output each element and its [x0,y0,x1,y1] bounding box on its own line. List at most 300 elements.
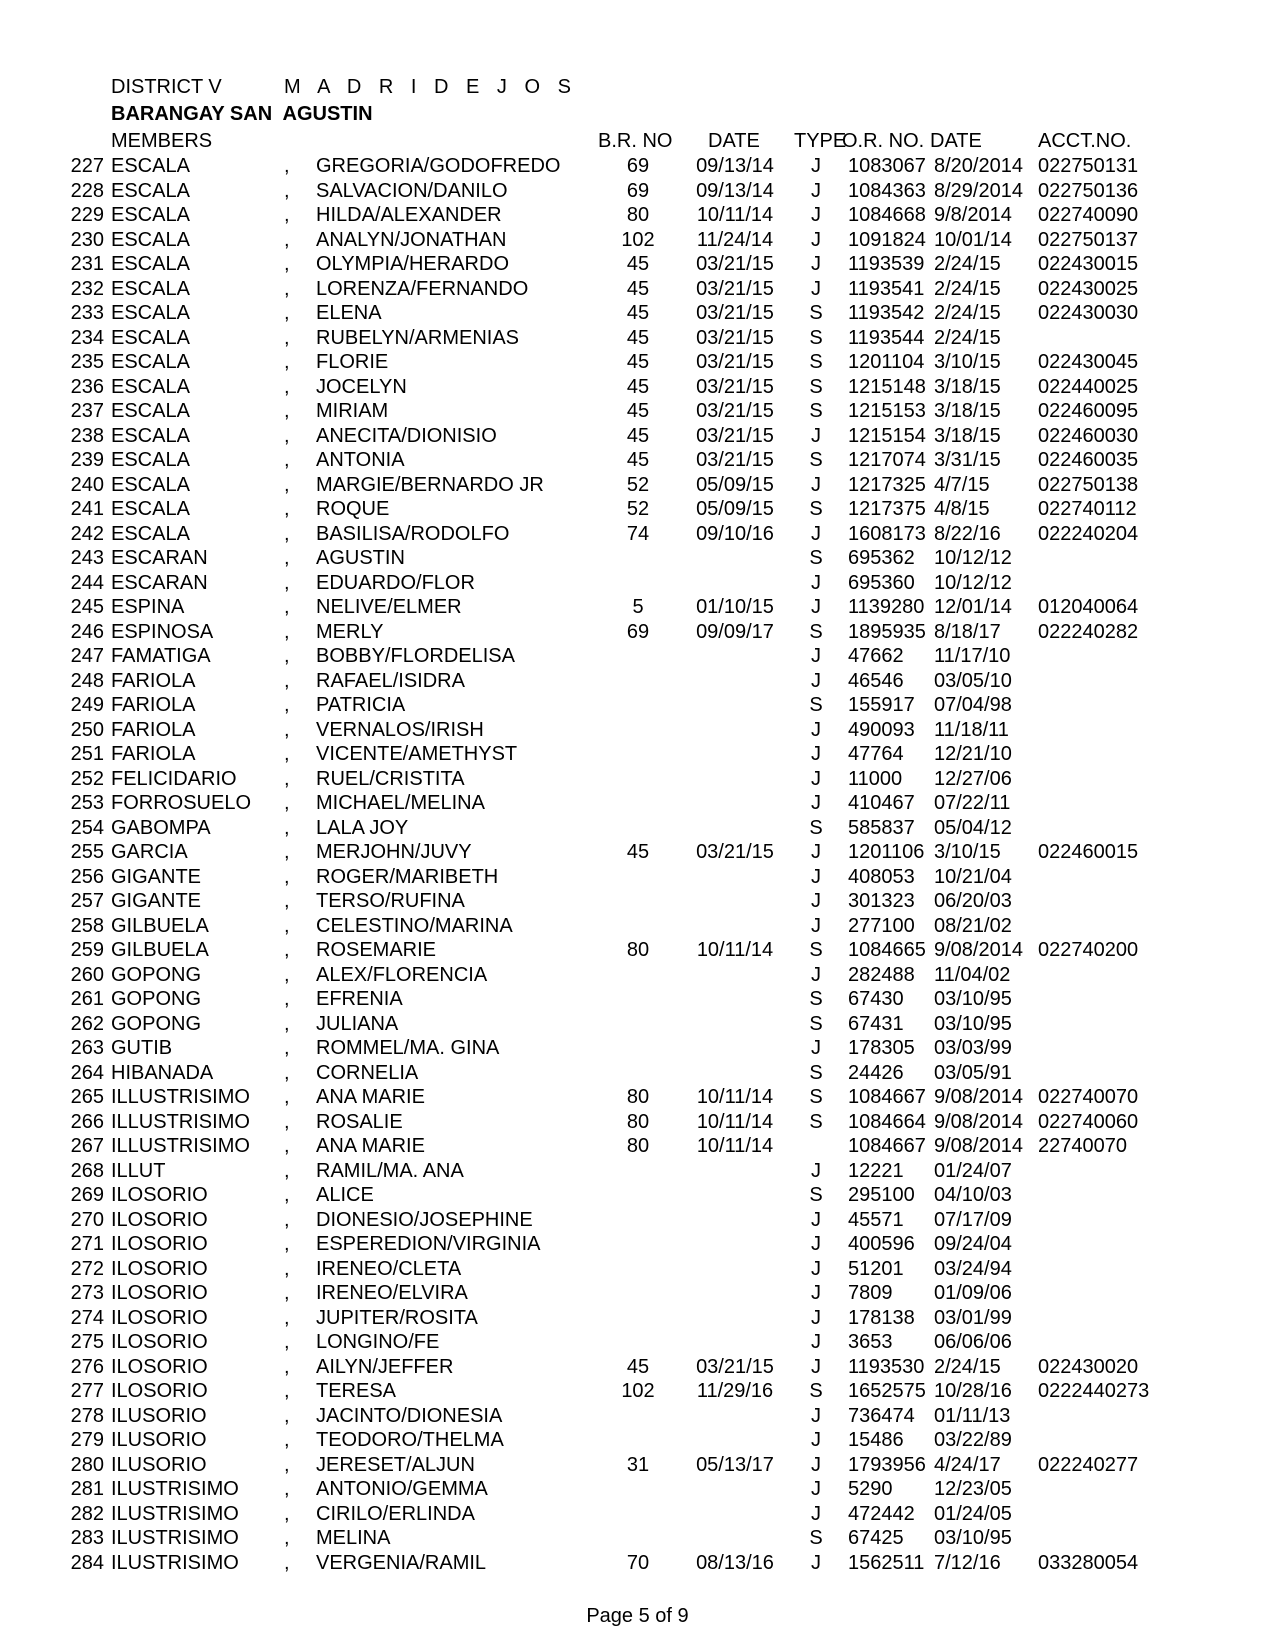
br-no: 102 [621,1380,655,1402]
or-date: 10/28/16 [934,1380,1012,1402]
first-names: VERGENIA/RAMIL [316,1551,487,1574]
or-no: 45571 [848,1208,904,1231]
row-number: 280 [70,1453,104,1476]
or-no: 1084665 [848,939,926,961]
name-separator: , [284,890,290,912]
br-date: 08/13/16 [696,1551,774,1574]
last-name: FELICIDARIO [111,767,237,790]
row-number: 253 [70,792,104,814]
or-no: 1193542 [848,302,925,324]
last-name: ESCARAN [111,571,208,594]
member-type: J [811,204,821,226]
member-type: J [811,1233,821,1255]
or-date: 11/04/02 [934,963,1011,986]
row-number: 231 [70,253,104,275]
last-name: GILBUELA [111,939,209,961]
row-number: 270 [70,1208,104,1231]
first-names: RUEL/CRISTITA [316,767,465,790]
br-no: 52 [626,498,650,520]
table-row [0,914,1275,939]
table-row [0,1232,1275,1257]
br-date: 03/21/15 [696,400,774,422]
acct-no: 022430020 [1038,1355,1139,1378]
first-names: PATRICIA [316,694,406,716]
last-name: ILLUT [111,1159,166,1182]
or-date: 01/24/05 [934,1502,1012,1525]
or-date: 9/08/2014 [934,1135,1023,1157]
table-row [0,399,1275,424]
row-number: 249 [70,694,104,716]
row-number: 251 [70,743,104,765]
name-separator: , [284,1086,290,1108]
row-number: 232 [70,277,104,300]
or-no: 7809 [848,1282,893,1304]
or-no: 408053 [848,865,915,888]
last-name: ILOSORIO [111,1331,208,1353]
or-date: 12/27/06 [934,767,1012,790]
or-no: 1562511 [848,1551,925,1574]
acct-no: 022240282 [1038,620,1139,643]
col-header-br-no: B.R. NO [598,130,673,152]
or-no: 67425 [848,1527,904,1549]
acct-no: 022460030 [1038,424,1139,447]
or-date: 03/22/89 [934,1429,1012,1451]
first-names: TERSO/RUFINA [316,890,465,912]
member-type: J [811,1551,821,1574]
row-number: 260 [70,963,104,986]
name-separator: , [284,1110,290,1133]
last-name: ESCALA [111,375,190,398]
row-number: 242 [70,522,104,545]
last-name: ESCALA [111,400,190,422]
table-row [0,228,1275,253]
or-date: 3/10/15 [934,841,1001,863]
name-separator: , [284,792,290,814]
first-names: ANTONIA [316,449,405,471]
last-name: ESCALA [111,522,190,545]
member-type: J [811,914,821,937]
table-row [0,693,1275,718]
acct-no: 022740070 [1038,1086,1139,1108]
first-names: OLYMPIA/HERARDO [316,253,509,275]
or-no: 1215148 [848,375,926,398]
br-date: 11/24/14 [696,228,774,251]
br-no: 80 [626,939,650,961]
br-date: 09/13/14 [696,179,774,202]
first-names: ROQUE [316,498,390,520]
or-date: 03/05/10 [934,669,1012,692]
members-table [0,154,1275,1575]
last-name: ILOSORIO [111,1208,208,1231]
last-name: FORROSUELO [111,792,252,814]
name-separator: , [284,1306,290,1329]
member-type: S [809,816,823,839]
acct-no: 022740060 [1038,1110,1139,1133]
br-no: 45 [626,400,650,422]
member-type: J [811,1502,821,1525]
member-type: J [811,645,821,667]
last-name: ILLUSTRISIMO [111,1135,250,1157]
name-separator: , [284,1159,290,1182]
first-names: RUBELYN/ARMENIAS [316,326,520,349]
or-date: 7/12/16 [934,1551,1001,1574]
or-date: 03/05/91 [934,1061,1012,1084]
member-type: S [809,302,823,324]
last-name: ILLUSTRISIMO [111,1086,250,1108]
or-date: 07/17/09 [934,1208,1012,1231]
table-row [0,571,1275,596]
row-number: 283 [70,1527,104,1549]
last-name: ESCALA [111,302,190,324]
first-names: FLORIE [316,351,389,373]
table-row [0,497,1275,522]
first-names: CIRILO/ERLINDA [316,1502,475,1525]
or-no: 1793956 [848,1453,926,1476]
member-type: S [809,1086,823,1108]
or-no: 736474 [848,1404,915,1427]
table-row [0,1330,1275,1355]
or-no: 472442 [848,1502,915,1525]
or-no: 178138 [848,1306,915,1329]
last-name: FARIOLA [111,669,196,692]
first-names: IRENEO/ELVIRA [316,1282,468,1304]
or-no: 51201 [848,1257,904,1280]
last-name: GOPONG [111,963,202,986]
last-name: HIBANADA [111,1061,214,1084]
col-header-or-date: DATE [930,130,982,152]
table-row [0,1306,1275,1331]
br-no: 69 [626,620,650,643]
row-number: 250 [70,718,104,741]
row-number: 262 [70,1012,104,1035]
first-names: JACINTO/DIONESIA [316,1404,503,1427]
or-no: 1193530 [848,1355,925,1378]
member-type: J [811,1282,821,1304]
first-names: AILYN/JEFFER [316,1355,454,1378]
row-number: 247 [70,645,104,667]
acct-no: 022440025 [1038,375,1139,398]
br-no: 45 [626,1355,650,1378]
member-type: J [811,1257,821,1280]
row-number: 244 [70,571,104,594]
or-date: 03/24/94 [934,1257,1012,1280]
or-no: 585837 [848,816,915,839]
member-type: S [809,939,823,961]
table-row [0,718,1275,743]
name-separator: , [284,1429,290,1451]
or-no: 295100 [848,1184,915,1206]
name-separator: , [284,1208,290,1231]
br-no: 45 [626,375,650,398]
table-row [0,791,1275,816]
first-names: ELENA [316,302,382,324]
last-name: GUTIB [111,1037,173,1059]
last-name: ILOSORIO [111,1380,208,1402]
member-type: S [809,1012,823,1035]
member-type: J [811,228,821,251]
last-name: ESPINOSA [111,620,214,643]
or-no: 1084667 [848,1086,926,1108]
last-name: ILUSTRISIMO [111,1527,239,1549]
acct-no: 022750131 [1038,155,1139,177]
row-number: 240 [70,473,104,496]
member-type: J [811,253,821,275]
last-name: ESCALA [111,326,190,349]
or-no: 490093 [848,718,915,741]
row-number: 272 [70,1257,104,1280]
br-no: 102 [621,228,655,251]
br-date: 09/13/14 [696,155,774,177]
table-row [0,1453,1275,1478]
first-names: HILDA/ALEXANDER [316,204,502,226]
br-no: 45 [626,841,650,863]
br-date: 11/29/16 [696,1380,774,1402]
name-separator: , [284,939,290,961]
table-row [0,473,1275,498]
br-date: 03/21/15 [696,351,774,373]
acct-no: 022460095 [1038,400,1139,422]
name-separator: , [284,988,290,1010]
br-date: 03/21/15 [696,277,774,300]
first-names: LALA JOY [316,816,409,839]
row-number: 281 [70,1478,104,1500]
first-names: JUPITER/ROSITA [316,1306,478,1329]
name-separator: , [284,375,290,398]
table-row [0,1428,1275,1453]
or-no: 1652575 [848,1380,926,1402]
or-no: 46546 [848,669,904,692]
row-number: 269 [70,1184,104,1206]
first-names: BOBBY/FLORDELISA [316,645,515,667]
or-date: 12/01/14 [934,596,1012,618]
last-name: ILOSORIO [111,1355,208,1378]
row-number: 254 [70,816,104,839]
first-names: MICHAEL/MELINA [316,792,485,814]
row-number: 277 [70,1380,104,1402]
or-date: 01/09/06 [934,1282,1012,1304]
table-row [0,1134,1275,1159]
member-type: J [811,1331,821,1353]
name-separator: , [284,1331,290,1353]
table-row [0,1061,1275,1086]
last-name: FARIOLA [111,743,196,765]
or-no: 24426 [848,1061,904,1084]
row-number: 245 [70,596,104,618]
member-type: J [811,1453,821,1476]
or-date: 2/24/15 [934,253,1001,275]
member-type: J [811,1429,821,1451]
or-no: 1217375 [848,498,926,520]
first-names: TEODORO/THELMA [316,1429,504,1451]
or-no: 410467 [848,792,915,814]
or-no: 12221 [848,1159,904,1182]
first-names: EFRENIA [316,988,403,1010]
page-number: Page 5 of 9 [586,1605,689,1627]
acct-no: 022750138 [1038,473,1139,496]
acct-no: 022750136 [1038,179,1139,202]
or-date: 03/10/95 [934,1012,1012,1035]
acct-no: 22740070 [1038,1135,1127,1157]
name-separator: , [284,204,290,226]
or-no: 3653 [848,1331,893,1353]
row-number: 233 [70,302,104,324]
last-name: ESCALA [111,204,190,226]
br-no: 70 [626,1551,650,1574]
table-row [0,742,1275,767]
name-separator: , [284,841,290,863]
or-no: 155917 [848,694,915,716]
or-no: 1091824 [848,228,926,251]
acct-no: 022740112 [1038,498,1137,520]
member-type: S [809,988,823,1010]
first-names: ROGER/MARIBETH [316,865,499,888]
row-number: 267 [70,1135,104,1157]
name-separator: , [284,228,290,251]
row-number: 237 [70,400,104,422]
row-number: 257 [70,890,104,912]
or-date: 9/08/2014 [934,1086,1023,1108]
last-name: GIGANTE [111,865,202,888]
first-names: CORNELIA [316,1061,419,1084]
br-no: 45 [626,449,650,471]
br-date: 10/11/14 [696,1110,774,1133]
table-row [0,816,1275,841]
name-separator: , [284,1380,290,1402]
name-separator: , [284,1404,290,1427]
last-name: ESCALA [111,498,190,520]
name-separator: , [284,1233,290,1255]
or-date: 4/7/15 [934,473,990,496]
table-row [0,620,1275,645]
or-date: 06/06/06 [934,1331,1012,1353]
or-date: 09/24/04 [934,1233,1012,1255]
br-date: 03/21/15 [696,841,774,863]
acct-no: 033280054 [1038,1551,1139,1574]
name-separator: , [284,277,290,300]
last-name: ILOSORIO [111,1282,208,1304]
or-no: 1084668 [848,204,926,226]
br-no: 74 [626,522,650,545]
table-row [0,840,1275,865]
or-no: 1217074 [848,449,926,471]
table-row [0,179,1275,204]
member-type: J [811,1355,821,1378]
barangay-title: BARANGAY SAN AGUSTIN [111,103,373,125]
row-number: 256 [70,865,104,888]
table-row [0,1183,1275,1208]
row-number: 243 [70,547,104,569]
first-names: ESPEREDION/VIRGINIA [316,1233,541,1255]
br-date: 10/11/14 [696,1135,774,1157]
first-names: RAFAEL/ISIDRA [316,669,465,692]
or-no: 282488 [848,963,915,986]
member-type: S [809,351,823,373]
row-number: 239 [70,449,104,471]
member-type: S [809,498,823,520]
or-no: 400596 [848,1233,915,1255]
member-type: S [809,400,823,422]
or-date: 8/20/2014 [934,155,1023,177]
or-date: 10/01/14 [934,228,1012,251]
member-type: J [811,669,821,692]
first-names: JOCELYN [316,375,407,398]
member-type: S [809,694,823,716]
or-no: 178305 [848,1037,915,1059]
member-type: J [811,1037,821,1059]
or-date: 3/10/15 [934,351,1001,373]
last-name: ILUSTRISIMO [111,1478,239,1500]
last-name: FARIOLA [111,718,196,741]
or-date: 06/20/03 [934,890,1012,912]
last-name: GIGANTE [111,890,202,912]
table-row [0,669,1275,694]
first-names: ROSEMARIE [316,939,437,961]
br-date: 03/21/15 [696,449,774,471]
name-separator: , [284,571,290,594]
or-date: 07/22/11 [934,792,1011,814]
member-type: J [811,424,821,447]
or-date: 9/8/2014 [934,204,1012,226]
or-date: 01/11/13 [934,1404,1011,1427]
last-name: GARCIA [111,841,188,863]
row-number: 227 [70,155,104,177]
last-name: ESCALA [111,155,190,177]
col-header-type: TYPE [794,130,847,152]
acct-no: 022430030 [1038,302,1139,324]
table-row [0,1085,1275,1110]
or-date: 4/8/15 [934,498,990,520]
or-date: 03/10/95 [934,988,1012,1010]
row-number: 230 [70,228,104,251]
name-separator: , [284,718,290,741]
last-name: ESCALA [111,228,190,251]
row-number: 246 [70,620,104,643]
last-name: ILLUSTRISIMO [111,1110,250,1133]
or-date: 03/01/99 [934,1306,1012,1329]
first-names: ANALYN/JONATHAN [316,228,507,251]
first-names: ALEX/FLORENCIA [316,963,488,986]
or-no: 15486 [848,1429,904,1451]
br-date: 03/21/15 [696,326,774,349]
last-name: ESCALA [111,253,190,275]
last-name: GOPONG [111,988,202,1010]
row-number: 238 [70,424,104,447]
last-name: ILUSORIO [111,1404,207,1427]
last-name: GABOMPA [111,816,211,839]
member-type: J [811,963,821,986]
member-type: S [809,326,823,349]
acct-no: 022430045 [1038,351,1139,373]
row-number: 264 [70,1061,104,1084]
br-date: 10/11/14 [696,204,774,226]
first-names: ROSALIE [316,1110,403,1133]
last-name: ILUSTRISIMO [111,1502,239,1525]
br-no: 45 [626,326,650,349]
or-no: 1201104 [848,351,925,373]
table-row [0,1110,1275,1135]
member-type: S [809,1110,823,1133]
name-separator: , [284,596,290,618]
br-no: 80 [626,204,650,226]
br-date: 05/13/17 [696,1453,774,1476]
or-date: 2/24/15 [934,302,1001,324]
row-number: 275 [70,1331,104,1353]
acct-no: 022740090 [1038,204,1139,226]
first-names: BASILISA/RODOLFO [316,522,510,545]
name-separator: , [284,1502,290,1525]
first-names: NELIVE/ELMER [316,596,462,618]
table-row [0,1355,1275,1380]
